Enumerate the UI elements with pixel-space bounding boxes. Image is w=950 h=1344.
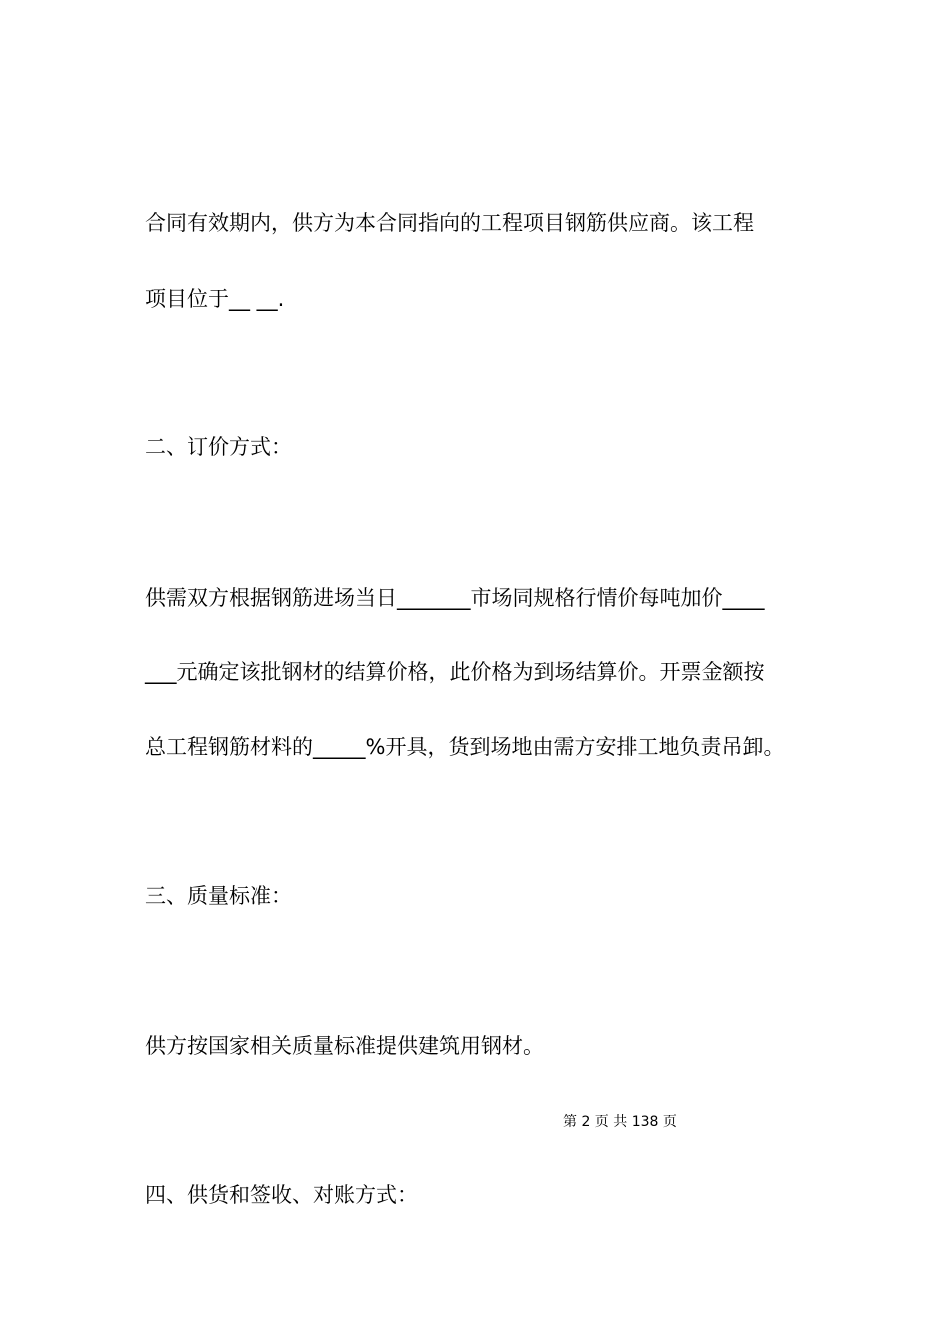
pricing-text-line-3: 总工程钢筋材料的_____%开具，货到场地由需方安排工地负责吊卸。 (145, 735, 785, 759)
page-number-footer: 第 2 页 共 138 页 (563, 1114, 677, 1130)
project-location-text: 项目位于__ __. (145, 287, 285, 311)
section-heading-quality: 三、质量标准： (145, 884, 292, 908)
section-heading-delivery: 四、供货和签收、对账方式： (145, 1183, 418, 1207)
quality-text: 供方按国家相关质量标准提供建筑用钢材。 (145, 1034, 544, 1058)
contract-term-text: 合同有效期内，供方为本合同指向的工程项目钢筋供应商。该工程 (145, 211, 754, 235)
section-heading-pricing: 二、订价方式： (145, 435, 292, 459)
pricing-text-line-1: 供需双方根据钢筋进场当日_______市场同规格行情价每吨加价____ (145, 586, 765, 610)
pricing-text-line-2: ___元确定该批钢材的结算价格，此价格为到场结算价。开票金额按 (145, 660, 765, 684)
